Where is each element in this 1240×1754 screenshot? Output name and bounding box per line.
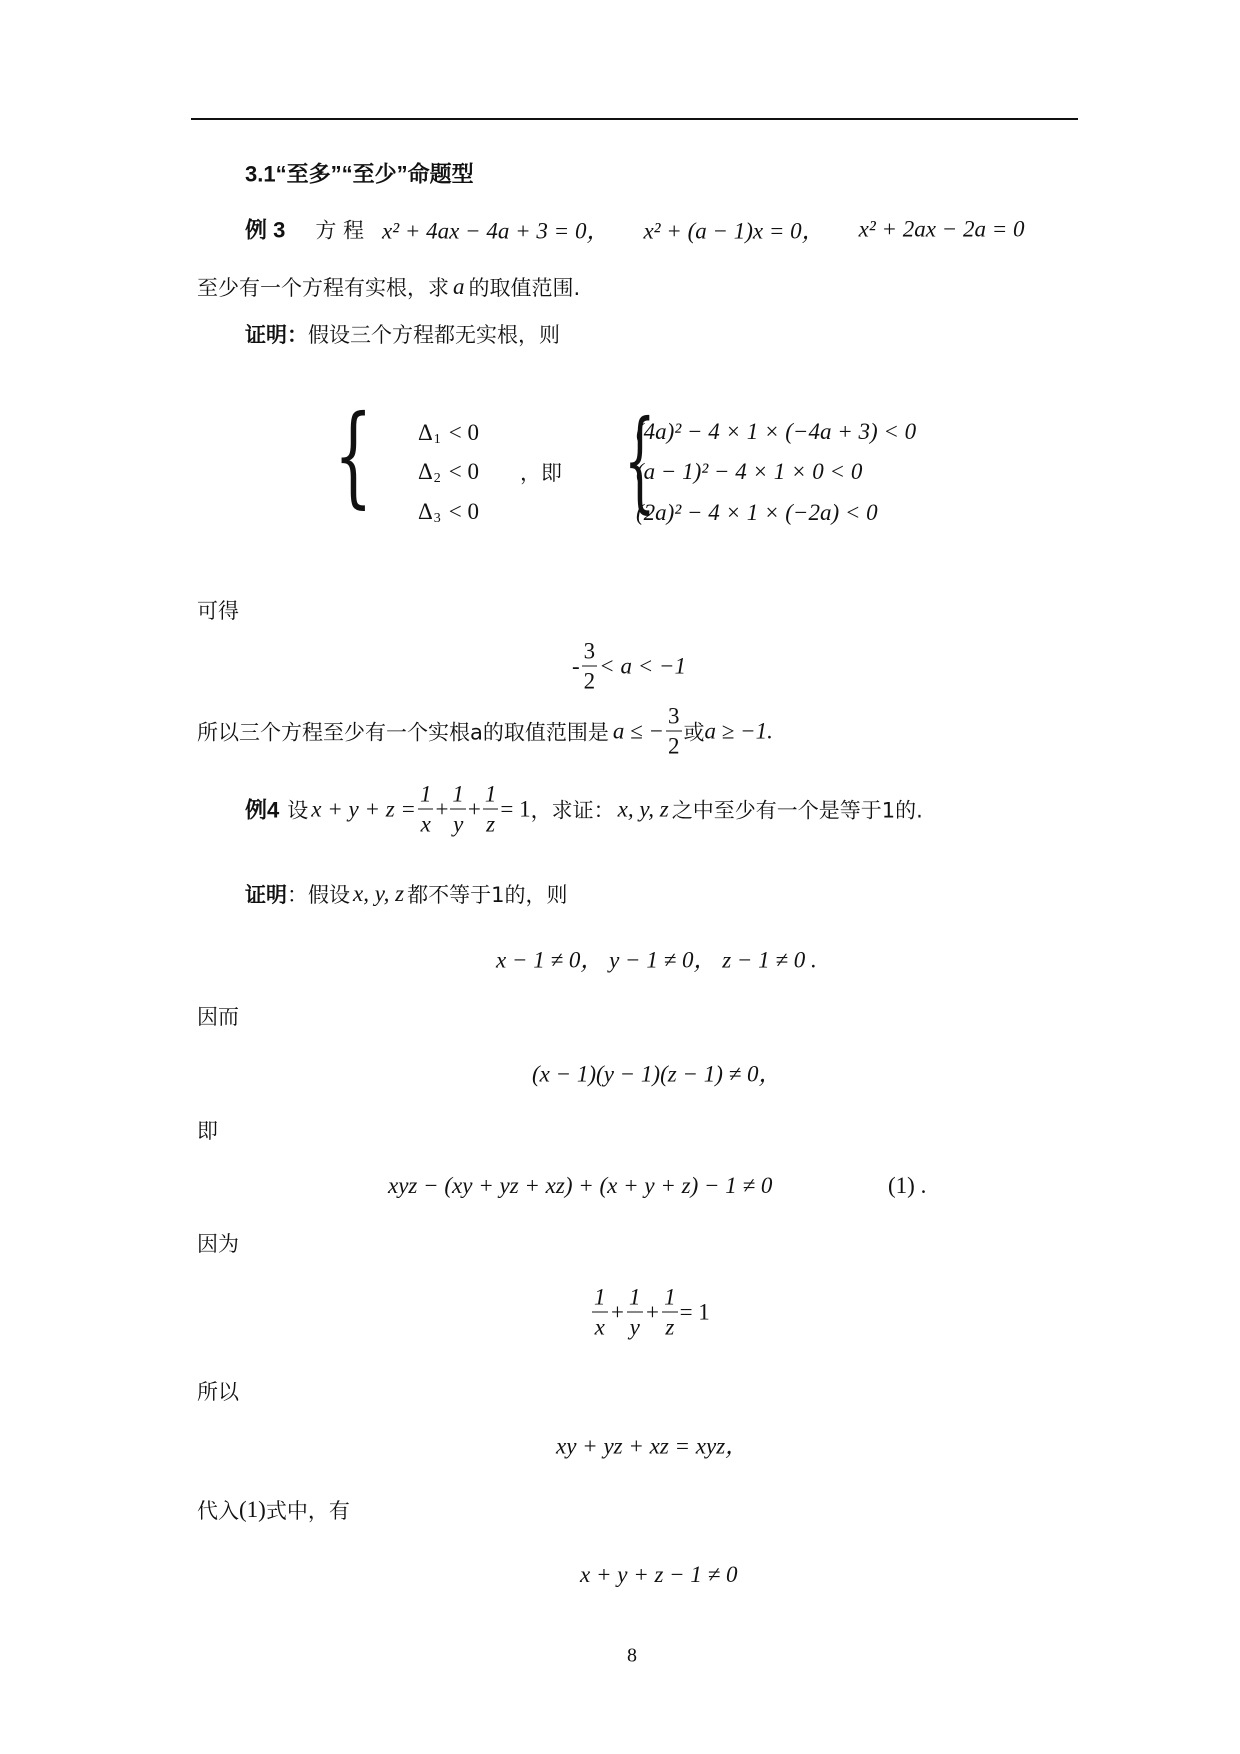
connector-ie: [520, 457, 562, 487]
proof-text: 假设三个方程都无实根，则: [308, 323, 560, 347]
fraction-1-over-y: [627, 1286, 643, 1339]
denominator: 2: [583, 668, 596, 694]
ie-label: [197, 1115, 218, 1145]
page-number-text: 8: [627, 1644, 637, 1667]
system-expr: (a − 1)² − 4 × 1 × 0 < 0: [636, 459, 863, 484]
plus: +: [644, 1299, 661, 1324]
equation-tag-text: (1) .: [888, 1173, 927, 1198]
delta2-row: [418, 459, 479, 485]
substitute-text-b: 式中，有: [265, 1499, 350, 1523]
product-text: (x − 1)(y − 1)(z − 1) ≠ 0，: [532, 1061, 782, 1087]
inequalities: [496, 942, 817, 975]
example3-question: [197, 272, 580, 302]
system-expr: (4a)² − 4 × 1 × (−4a + 3) < 0: [636, 419, 917, 444]
conclusion-or: 或: [683, 720, 705, 744]
thus-label: [197, 1001, 239, 1031]
minus-sign: -: [572, 653, 580, 678]
system-row-1: [636, 419, 916, 445]
substitute-text-a: 代入: [197, 1499, 239, 1523]
example3-intro: 方 程: [315, 218, 365, 242]
so-label: [197, 1376, 239, 1406]
ie-text: 即: [197, 1119, 218, 1143]
section-title: [245, 158, 474, 189]
proof-text: 都不等于1的，则: [407, 883, 568, 907]
right-brace-icon: {: [624, 396, 656, 524]
question-text-end: 的取值范围.: [468, 276, 581, 300]
numerator: 1: [592, 1286, 608, 1313]
denominator: y: [629, 1314, 640, 1340]
delta-rhs: < 0: [448, 459, 480, 484]
fraction: [666, 705, 682, 758]
section-title-text: 3.1“至多”“至少”命题型: [245, 161, 474, 187]
delta-sub: 3: [433, 511, 441, 526]
proof-vars: x, y, z: [353, 881, 405, 906]
substitute-line: [197, 1495, 350, 1525]
numerator: 3: [666, 705, 682, 732]
delta3-row: [418, 499, 479, 525]
example4-vars: x, y, z: [617, 796, 669, 821]
question-text: 至少有一个方程有实根，求: [197, 276, 449, 300]
fraction-1-over-x: [592, 1286, 608, 1339]
obtain-text: 可得: [197, 599, 239, 623]
denominator: 2: [668, 733, 680, 759]
delta-symbol: Δ: [418, 420, 433, 445]
identity: [556, 1428, 748, 1461]
example4-rhs: = 1: [500, 796, 531, 821]
example4-proof-intro: [245, 879, 567, 909]
denominator: x: [420, 811, 431, 837]
expanded-text: xyz − (xy + yz + xz) + (x + y + z) − 1 ≠ 0: [388, 1173, 773, 1198]
example4-lhs: x + y + z =: [311, 796, 416, 821]
final-text: x + y + z − 1 ≠ 0: [580, 1562, 738, 1587]
because-text: 因为: [197, 1232, 239, 1256]
numerator: 1: [627, 1286, 643, 1313]
equation-2: x² + (a − 1)x = 0，: [643, 218, 825, 244]
header-rule: [191, 118, 1078, 120]
system-row-2: [636, 459, 862, 485]
numerator: 1: [450, 783, 466, 810]
reciprocal-sum: [590, 1286, 710, 1339]
conclusion-line: [197, 705, 773, 758]
delta1-row: [418, 420, 479, 446]
left-brace-icon: {: [334, 391, 373, 519]
recip-rhs: = 1: [679, 1299, 710, 1324]
expanded-inequality: [388, 1173, 772, 1199]
numerator: 1: [483, 783, 499, 810]
proof-colon: ：假设: [287, 883, 350, 907]
numerator: 1: [418, 783, 434, 810]
proof-label: 证明：: [245, 323, 308, 347]
denominator: z: [665, 1314, 675, 1340]
page-number: [627, 1645, 637, 1668]
conclusion-math-b: a ≥ −1.: [704, 718, 773, 743]
prove-end: 之中至少有一个是等于1的.: [671, 798, 923, 822]
denominator: z: [486, 811, 496, 837]
plus: +: [435, 796, 449, 821]
proof-label: 证明: [245, 883, 287, 907]
prove-text: ，求证：: [530, 798, 615, 822]
conclusion-math-a: a ≤ −: [612, 718, 665, 743]
system-row-3: [636, 500, 878, 526]
conclusion-text: 所以三个方程至少有一个实根a的取值范围是: [197, 720, 609, 744]
delta-sub: 2: [433, 471, 441, 486]
example3-label: 例 3: [245, 217, 286, 243]
delta-sub: 1: [433, 432, 441, 447]
range-suffix: < a < −1: [599, 653, 686, 678]
identity-text: xy + yz + xz = xyz，: [556, 1433, 749, 1459]
obtain-label: [197, 595, 239, 625]
plus: +: [467, 796, 481, 821]
thus-text: 因而: [197, 1005, 239, 1029]
plus: +: [609, 1299, 626, 1324]
set-word: 设: [287, 798, 309, 822]
fraction-1-over-x: [418, 783, 434, 836]
fraction: [582, 640, 598, 693]
equation-3: x² + 2ax − 2a = 0: [858, 216, 1025, 241]
fraction-1-over-y: [450, 783, 466, 836]
equation-tag: [888, 1173, 926, 1199]
numerator: 3: [582, 640, 598, 667]
example4-label: 例4: [245, 797, 280, 823]
fraction-1-over-z: [483, 783, 499, 836]
delta-symbol: Δ: [418, 499, 433, 524]
product-inequality: [532, 1056, 782, 1089]
example4-statement: [245, 783, 923, 836]
substitute-tag: (1): [239, 1497, 266, 1522]
variable-a: a: [453, 274, 465, 299]
inequalities-text: x − 1 ≠ 0， y − 1 ≠ 0， z − 1 ≠ 0 .: [496, 947, 817, 973]
fraction-1-over-z: [662, 1286, 678, 1339]
example3-statement: [245, 213, 1025, 246]
delta-rhs: < 0: [448, 420, 480, 445]
range-result: [572, 640, 686, 693]
connector-text: ，即: [520, 461, 562, 485]
equation-1: x² + 4ax − 4a + 3 = 0，: [382, 218, 610, 244]
denominator: x: [594, 1314, 605, 1340]
system-expr: (2a)² − 4 × 1 × (−2a) < 0: [636, 500, 878, 525]
numerator: 1: [662, 1286, 678, 1313]
delta-symbol: Δ: [418, 459, 433, 484]
because-label: [197, 1228, 239, 1258]
so-text: 所以: [197, 1380, 239, 1404]
final-inequality: [580, 1562, 738, 1588]
delta-rhs: < 0: [448, 499, 480, 524]
denominator: y: [453, 811, 464, 837]
example3-proof-intro: [245, 319, 560, 349]
